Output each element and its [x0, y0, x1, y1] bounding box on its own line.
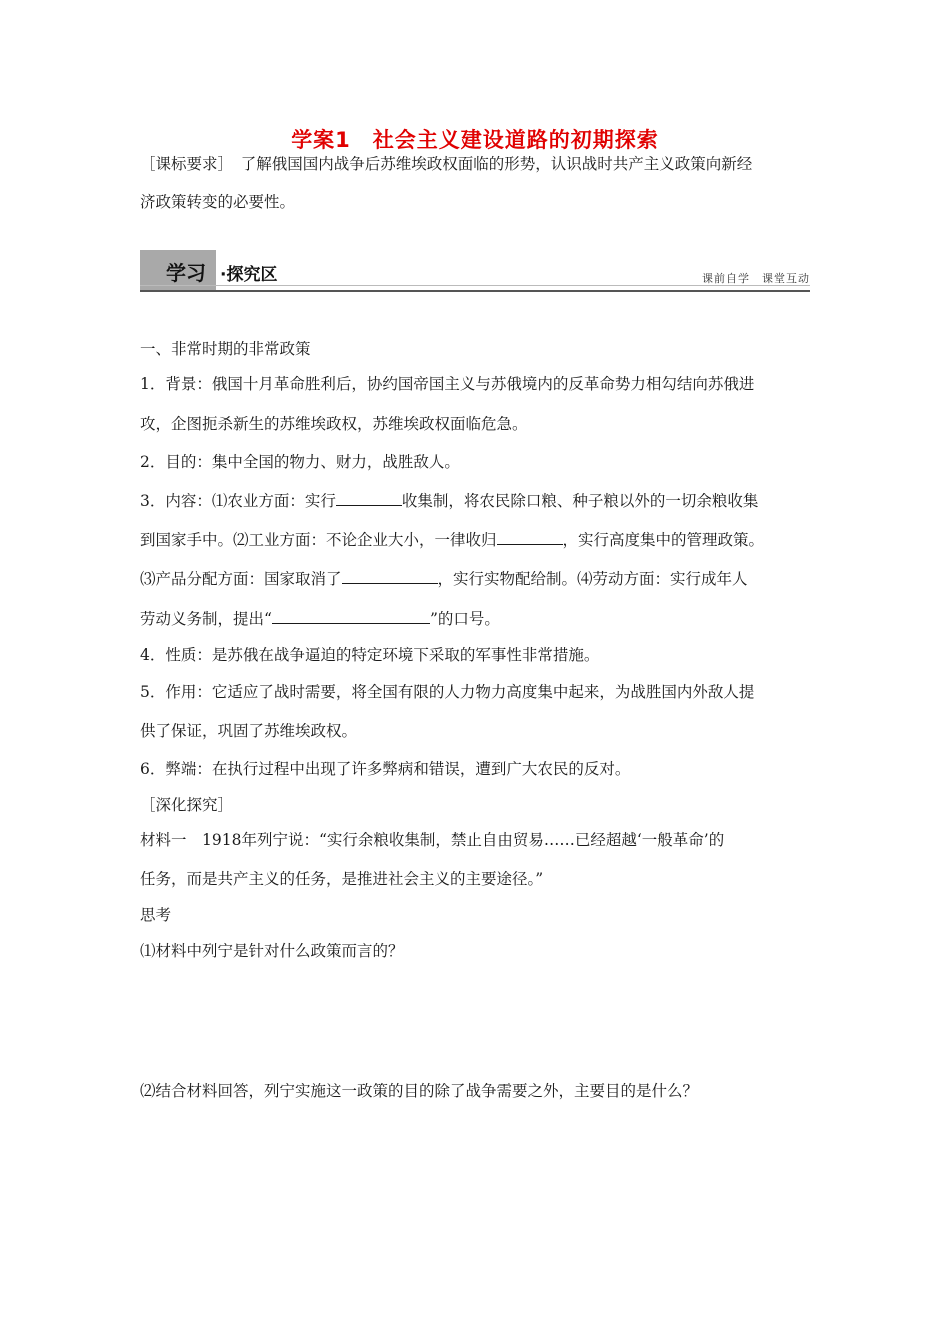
- requirement-line-1: ［课标要求］ 了解俄国国内战争后苏维埃政权面临的形势，认识战时共产主义政策向新经: [140, 155, 753, 173]
- purpose-line: 2．目的：集中全国的物力、财力，战胜敌人。: [140, 453, 460, 471]
- blank-2[interactable]: [497, 528, 563, 545]
- content-line-3-a: ⑶产品分配方面：国家取消了: [140, 570, 342, 588]
- blank-3[interactable]: [342, 567, 438, 584]
- content-line-3: [140, 567, 748, 589]
- section-heading: 一、非常时期的非常政策: [140, 340, 311, 358]
- content-line-2-b: ，实行高度集中的管理政策。: [562, 531, 765, 549]
- content-line-3-b: ，实行实物配给制。⑷劳动方面：实行成年人: [437, 570, 748, 588]
- nature-line: 4．性质：是苏俄在战争逼迫的特定环境下采取的军事性非常措施。: [140, 646, 600, 664]
- background-line-2: 攻，企图扼杀新生的苏维埃政权，苏维埃政权面临危急。: [140, 415, 528, 433]
- content-line-2: [140, 528, 764, 550]
- banner-main-label: 学习: [166, 261, 206, 285]
- content-line-1-a: 3．内容：⑴农业方面：实行: [140, 492, 336, 510]
- content-line-4: [140, 607, 500, 629]
- content-line-4-b: ”的口号。: [429, 610, 500, 628]
- effect-line-2: 供了保证，巩固了苏维埃政权。: [140, 722, 358, 740]
- banner-rule: [140, 290, 810, 292]
- think-label: 思考: [140, 906, 172, 924]
- blank-4[interactable]: [272, 607, 430, 624]
- material-line-2: 任务，而是共产主义的任务，是推进社会主义的主要途径。”: [140, 870, 544, 888]
- content-line-4-a: 劳动义务制，提出“: [140, 610, 272, 628]
- content-line-1-b: 收集制，将农民除口粮、种子粮以外的一切余粮收集: [401, 492, 759, 510]
- requirement-line-2: 济政策转变的必要性。: [140, 193, 296, 211]
- question-2: ⑵结合材料回答，列宁实施这一政策的目的除了战争需要之外，主要目的是什么？: [140, 1082, 699, 1100]
- content-line-1: [140, 489, 758, 511]
- drawback-line: 6．弊端：在执行过程中出现了许多弊病和错误，遭到广大农民的反对。: [140, 760, 631, 778]
- blank-1[interactable]: [336, 489, 402, 506]
- section-banner: [140, 250, 810, 292]
- page-title: 学案1 社会主义建设道路的初期探索: [291, 128, 659, 152]
- effect-line-1: 5．作用：它适应了战时需要，将全国有限的人力物力高度集中起来，为战胜国内外敌人提: [140, 683, 755, 701]
- material-line-1: 材料一 1918年列宁说：“实行余粮收集制，禁止自由贸易……已经超越‘一般革命’的: [140, 831, 725, 849]
- banner-sub-label: ·探究区: [220, 265, 278, 285]
- background-line-1: 1．背景：俄国十月革命胜利后，协约国帝国主义与苏俄境内的反革命势力相勾结向苏俄进: [140, 375, 755, 393]
- question-1: ⑴材料中列宁是针对什么政策而言的？: [140, 942, 404, 960]
- banner-tags: 课前自学 课堂互动: [702, 272, 810, 285]
- banner-thin-rule: [140, 285, 810, 286]
- content-line-2-a: 到国家手中。⑵工业方面：不论企业大小，一律收归: [140, 531, 497, 549]
- inquiry-heading: ［深化探究］: [140, 796, 234, 814]
